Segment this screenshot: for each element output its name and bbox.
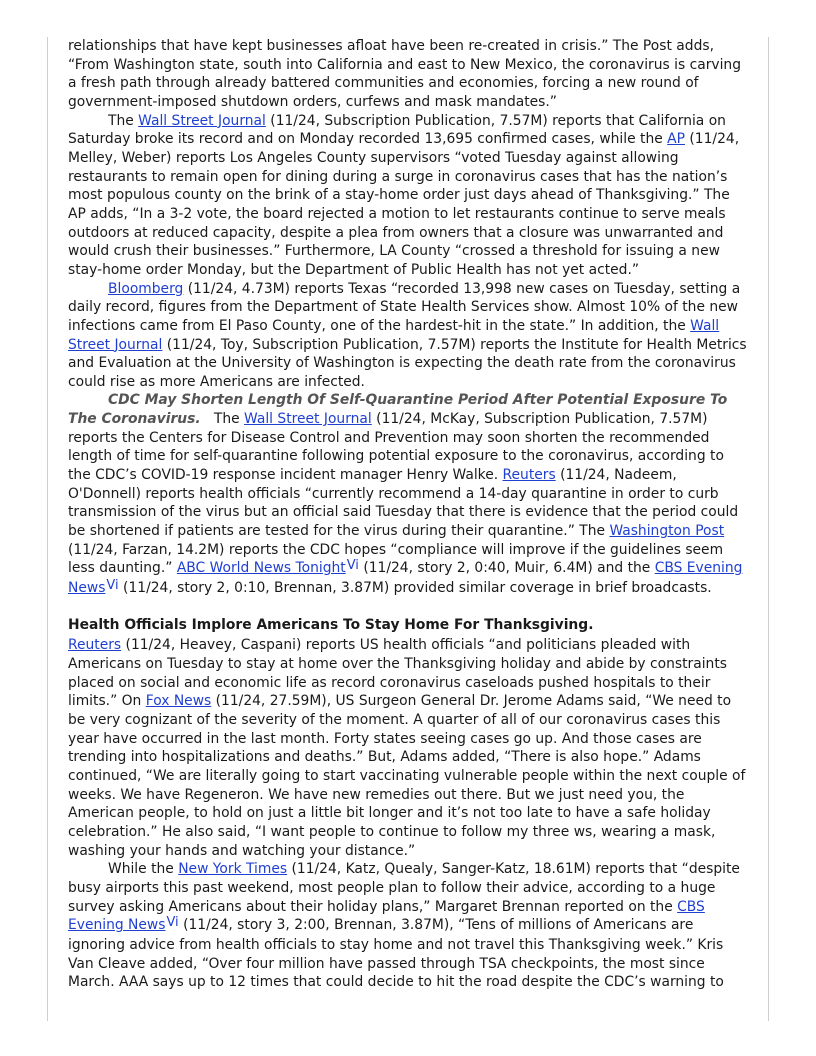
video-icon[interactable]: Vi	[166, 915, 179, 931]
cdc-subheading: CDC May Shorten Length Of Self-Quarantine Period After Potential Exposure To The Coronavirus.	[68, 392, 728, 428]
paragraph-travel: While the New York Times (11/24, Katz, Quealy, Sanger-Katz, 18.61M) reports that “despite busy airports this past weekend, most people plan to follow their advice, according to a huge survey asking Americans about their holiday plans,” Margaret Brennan reported on the CBS Evening NewsVi (11/24, story 3, 2:00, Brennan, 3.87M), “Tens of millions of Americans are ignoring advice from health officials to stay home and not travel this Thanksgiving week.” Kris Van Cleave added, “Over four million have passed through TSA checkpoints, the most since March. AAA says up to 12 times that could decide to hit the road despite the CDC’s warning to	[68, 861, 740, 991]
new-york-times-link[interactable]: New York Times	[178, 861, 288, 878]
paragraph-california: The Wall Street Journal (11/24, Subscription Publication, 7.57M) reports that California on Saturday broke its record and on Monday recorded 13,695 confirmed cases, while the AP (11/24, Melley, Weber) reports Los Angeles County supervisors “voted Tuesday against allowing restaurants to remain open for dining during a surge in coronavirus cases that has the nation’s most populous county on the brink of a stay-home order just days ahead of Thanksgiving.” The AP adds, “In a 3-2 vote, the board rejected a motion to let restaurants continue to serve meals outdoors at reduced capacity, despite a plea from owners that a closure was unwarranted and would crush their businesses.” Furthermore, LA County “crossed a threshold for issuing a new stay-home order Monday, but the Department of Public Health has not yet acted.”	[68, 112, 740, 278]
video-icon[interactable]: Vi	[346, 558, 359, 574]
cbs-evening-news-link[interactable]: CBS Evening News	[68, 898, 705, 934]
wall-street-journal-link[interactable]: Wall Street Journal	[138, 112, 266, 129]
document-page	[68, 37, 748, 992]
ap-link[interactable]: AP	[667, 131, 685, 148]
paragraph-texas: Bloomberg (11/24, 4.73M) reports Texas “recorded 13,998 new cases on Tuesday, setting a daily record, figures from the Department of State Health Services show. Almost 10% of the new infections came from El Paso County, one of the hardest-hit in the state.” In addition, the Wall Street Journal (11/24, Toy, Subscription Publication, 7.57M) reports the Institute for Health Metrics and Evaluation at the University of Washington is expecting the death rate from the coronavirus could rise as more Americans are infected.	[68, 280, 747, 390]
paragraph-post-continuation: relationships that have kept businesses afloat have been re-created in crisis.” The Post adds, “From Washington state, south into California and east to New Mexico, the coronavirus is carving a fresh path through already battered communities and economies, forcing a new round of government-imposed shutdown orders, curfews and mask mandates.”	[68, 38, 741, 110]
reuters-link[interactable]: Reuters	[502, 467, 556, 484]
video-icon[interactable]: Vi	[106, 578, 119, 594]
wall-street-journal-link[interactable]: Wall Street Journal	[68, 317, 720, 353]
bloomberg-link[interactable]: Bloomberg	[108, 280, 184, 297]
page-border-left	[47, 37, 48, 1021]
page-border-right	[768, 37, 769, 1021]
paragraph-cdc-quarantine: CDC May Shorten Length Of Self-Quarantine Period After Potential Exposure To The Coronavirus. The Wall Street Journal (11/24, McKay, Subscription Publication, 7.57M) reports the Centers for Disease Control and Prevention may soon shorten the recommended length of time for self-quarantine following potential exposure to the coronavirus, according to the CDC’s COVID-19 response incident manager Henry Walke. Reuters (11/24, Nadeem, O'Donnell) reports health officials “currently recommend a 14-day quarantine in order to curb transmission of the virus but an official said Tuesday that there is evidence that the period could be shortened if patients are tested for the virus during their quarantine.” The Washington Post (11/24, Farzan, 14.2M) reports the CDC hopes “compliance will improve if the guidelines seem less daunting.” ABC World News TonightVi (11/24, story 2, 0:40, Muir, 6.4M) and the CBS Evening NewsVi (11/24, story 2, 0:10, Brennan, 3.87M) provided similar coverage in brief broadcasts.	[68, 392, 743, 597]
abc-world-news-tonight-link[interactable]: ABC World News Tonight	[176, 560, 346, 577]
cbs-evening-news-link[interactable]: CBS Evening News	[68, 560, 743, 597]
section-heading: Health Officials Implore Americans To Stay Home For Thanksgiving.	[68, 616, 594, 633]
reuters-link[interactable]: Reuters	[68, 637, 122, 654]
paragraph-health-officials: Reuters (11/24, Heavey, Caspani) reports US health officials “and politicians pleaded with Americans on Tuesday to stay at home over the Thanksgiving holiday and abide by constraints placed on social and economic life as record coronavirus caseloads pushed hospitals to their limits.” On Fox News (11/24, 27.59M), US Surgeon General Dr. Jerome Adams said, “We need to be very cognizant of the severity of the moment. A quarter of all of our coronavirus cases this year have occurred in the last month. Forty states seeing cases go up. And those cases are trending into hospitalizations and deaths.” But, Adams added, “There is also hope.” Adams continued, “We are literally going to start vaccinating vulnerable people within the next couple of weeks. We have Regeneron. We have new remedies out there. But we just need you, the American people, to hold on just a little bit longer and it’s not too late to have a safe holiday celebration.” He also said, “I want people to continue to follow my three ws, wearing a mask, washing your hands and watching your distance.”	[68, 637, 746, 859]
washington-post-link[interactable]: Washington Post	[609, 523, 725, 540]
wall-street-journal-link[interactable]: Wall Street Journal	[244, 411, 372, 428]
fox-news-link[interactable]: Fox News	[145, 693, 212, 710]
